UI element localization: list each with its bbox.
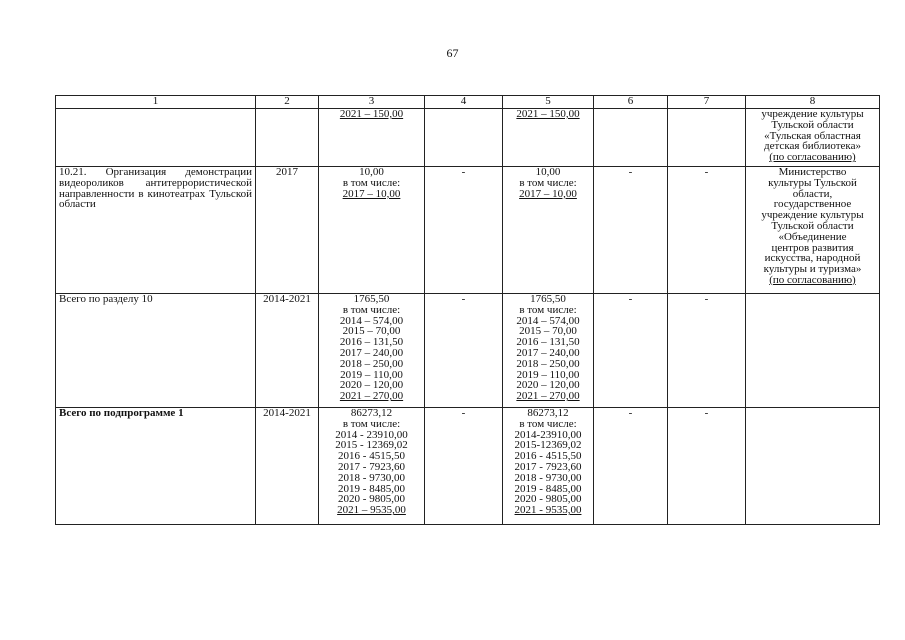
total-funding-cell-line: 2021 – 9535,00 [337, 504, 406, 517]
total-funding-cell-line: в том числе: [342, 176, 401, 189]
executor-cell-line: Тульской области [771, 118, 854, 131]
total-funding-cell-line: 86273,12 [350, 407, 393, 419]
local-funding-cell [594, 109, 668, 167]
regional-funding-cell-line: в том числе: [519, 417, 577, 430]
regional-funding-cell-line: 2019 – 110,00 [516, 368, 580, 381]
table-row [56, 294, 880, 408]
period-cell [256, 109, 319, 167]
total-funding-cell-line: 2018 - 9730,00 [338, 471, 405, 484]
federal-funding-cell [425, 109, 503, 167]
total-funding-cell-line: 2016 - 4515,50 [338, 450, 405, 463]
header-cell-7: 7 [668, 96, 746, 109]
regional-funding-cell-line: 2021 - 9535,00 [514, 504, 582, 517]
regional-funding-cell-line: 2018 - 9730,00 [514, 471, 582, 484]
executor-cell-line: государственное [773, 198, 852, 211]
federal-funding-cell: - [425, 167, 503, 294]
table-row [56, 167, 880, 294]
period-cell: 2017 [256, 167, 319, 294]
total-funding-cell-line: 2020 - 9805,00 [338, 493, 405, 506]
executor-cell-line: культуры и туризма» [763, 263, 862, 276]
header-cell-4: 4 [425, 96, 503, 109]
total-funding-cell-line: в том числе: [342, 417, 401, 430]
total-funding-cell-line: 2016 – 131,50 [339, 336, 404, 349]
regional-funding-cell-line: 2020 - 9805,00 [514, 493, 582, 506]
executor-cell-line: Тульской области [771, 219, 854, 232]
period-cell: 2014-2021 [256, 408, 319, 525]
total-funding-cell-line: 10,00 [359, 166, 384, 178]
regional-funding-cell-line: 2020 – 120,00 [516, 379, 580, 392]
executor-cell-line: «Объединение [778, 230, 847, 243]
regional-funding-cell-line: 10,00 [535, 166, 561, 178]
regional-funding-cell-line: 2017 - 7923,60 [514, 460, 582, 473]
activity-name-cell: 10.21. Организация демонстрации видеороликов антитеррористической направленности в кинотеатрах Тульской области [56, 167, 256, 294]
other-funding-cell: - [668, 294, 746, 408]
regional-funding-cell [503, 167, 594, 294]
total-funding-cell-line: в том числе: [342, 303, 401, 316]
total-funding-cell-line: 2017 – 240,00 [339, 346, 404, 359]
regional-funding-cell [503, 109, 594, 167]
executor-cell [746, 167, 880, 294]
table-row [56, 109, 880, 167]
total-funding-cell-line: 1765,50 [353, 293, 390, 305]
regional-funding-cell-line: 86273,12 [527, 407, 569, 419]
executor-cell-line: центров развития [771, 241, 854, 254]
program-table [55, 95, 880, 525]
total-funding-cell-line: 2021 – 270,00 [339, 390, 404, 403]
executor-cell-line: (по согласованию) [769, 151, 856, 164]
regional-funding-cell-line: 2017 – 10,00 [519, 187, 577, 200]
regional-funding-cell-line: в том числе: [519, 176, 577, 189]
header-cell-8: 8 [746, 96, 880, 109]
executor-cell [746, 408, 880, 525]
header-cell-1: 1 [56, 96, 256, 109]
header-cell-2: 2 [256, 96, 319, 109]
other-funding-cell: - [668, 408, 746, 525]
regional-funding-cell-line: 2019 - 8485,00 [514, 482, 582, 495]
regional-funding-cell-line: 2016 – 131,50 [516, 336, 580, 349]
total-funding-cell [319, 167, 425, 294]
page-number: 67 [446, 46, 459, 60]
total-funding-cell-line: 2014 – 574,00 [339, 314, 404, 327]
total-funding-cell-line: 2014 - 23910,00 [335, 428, 408, 441]
executor-cell [746, 109, 880, 167]
local-funding-cell: - [594, 167, 668, 294]
executor-cell-line: учреждение культуры [761, 209, 864, 222]
total-funding-cell-line: 2018 – 250,00 [339, 357, 404, 370]
regional-funding-cell-line: 2021 – 270,00 [516, 390, 580, 403]
executor-cell-line: (по согласованию) [769, 273, 856, 286]
total-funding-cell-line: 2020 – 120,00 [339, 379, 404, 392]
total-funding-cell-line: 2017 - 7923,60 [338, 460, 405, 473]
regional-funding-cell-line: 1765,50 [530, 293, 566, 305]
executor-cell-line: искусства, народной [764, 252, 861, 265]
total-funding-cell [319, 294, 425, 408]
regional-funding-cell-line: 2016 - 4515,50 [514, 450, 582, 463]
header-cell-5: 5 [503, 96, 594, 109]
activity-name-cell [56, 109, 256, 167]
total-funding-cell [319, 408, 425, 525]
executor-cell-line: культуры Тульской [768, 176, 857, 189]
executor-cell-line: Министерство [778, 166, 847, 178]
executor-cell-line: «Тульская областная [764, 129, 861, 142]
executor-cell [746, 294, 880, 408]
total-funding-cell-line: 2015 - 12369,02 [335, 439, 408, 452]
other-funding-cell: - [668, 167, 746, 294]
period-cell: 2014-2021 [256, 294, 319, 408]
local-funding-cell: - [594, 408, 668, 525]
activity-name-cell: Всего по разделу 10 [56, 294, 256, 408]
total-funding-cell-line: 2015 – 70,00 [342, 325, 401, 338]
federal-funding-cell: - [425, 408, 503, 525]
regional-funding-cell-line: 2017 – 240,00 [516, 346, 580, 359]
total-funding-cell-line: 2017 – 10,00 [342, 187, 401, 200]
regional-funding-cell-line: 2018 – 250,00 [516, 357, 580, 370]
total-funding-cell [319, 109, 425, 167]
executor-cell-line: детская библиотека» [764, 140, 861, 153]
total-funding-cell-line: 2021 – 150,00 [339, 108, 404, 120]
regional-funding-cell-line: 2015-12369,02 [514, 439, 582, 452]
regional-funding-cell [503, 294, 594, 408]
total-funding-cell-line: 2019 – 110,00 [340, 368, 403, 381]
federal-funding-cell: - [425, 294, 503, 408]
regional-funding-cell-line: 2021 – 150,00 [516, 108, 580, 120]
local-funding-cell: - [594, 294, 668, 408]
header-row [56, 96, 880, 109]
regional-funding-cell-line: 2015 – 70,00 [519, 325, 577, 338]
executor-cell-line: учреждение культуры [761, 108, 864, 120]
table-row [56, 408, 880, 525]
regional-funding-cell [503, 408, 594, 525]
other-funding-cell [668, 109, 746, 167]
total-funding-cell-line: 2019 - 8485,00 [338, 482, 405, 495]
activity-name-cell: Всего по подпрограмме 1 [56, 408, 256, 525]
executor-cell-line: области, [792, 187, 833, 200]
regional-funding-cell-line: 2014 – 574,00 [516, 314, 580, 327]
regional-funding-cell-line: 2014-23910,00 [514, 428, 582, 441]
header-cell-3: 3 [319, 96, 425, 109]
header-cell-6: 6 [594, 96, 668, 109]
regional-funding-cell-line: в том числе: [519, 303, 577, 316]
